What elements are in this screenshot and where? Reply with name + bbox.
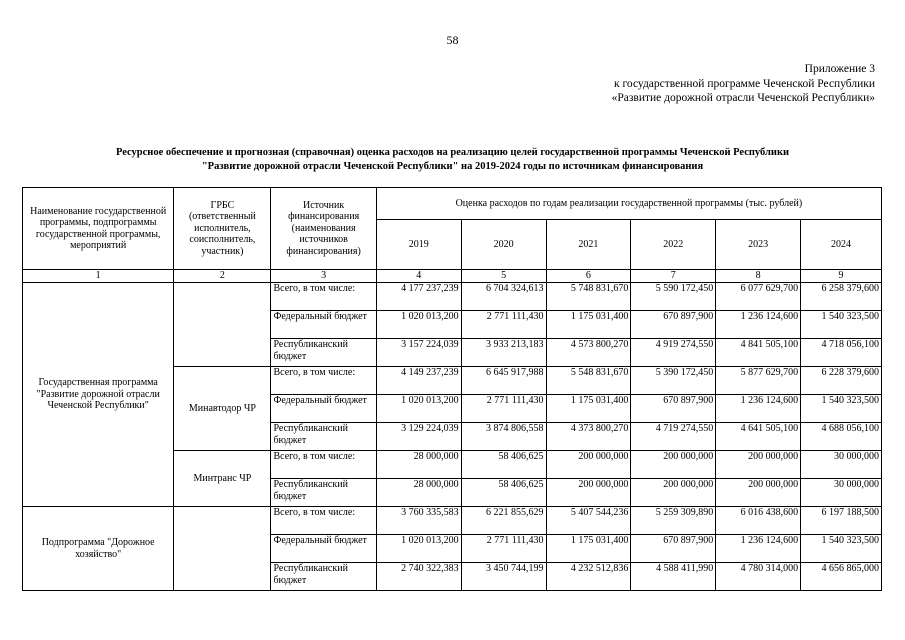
amount-cell: 4 841 505,100 [716, 339, 801, 367]
grbs-cell: Минтранс ЧР [174, 451, 271, 507]
amount-cell: 6 704 324,613 [461, 283, 546, 311]
header-year: 2019 [376, 220, 461, 270]
amount-cell: 2 771 111,430 [461, 535, 546, 563]
amount-cell: 6 221 855,629 [461, 507, 546, 535]
amount-cell: 28 000,000 [376, 451, 461, 479]
header-grbs: ГРБС (ответственный исполнитель, соисполнитель, участник) [174, 188, 271, 270]
source-cell [271, 283, 376, 311]
funding-table [22, 187, 882, 591]
amount-cell: 2 771 111,430 [461, 311, 546, 339]
grbs-cell: Минавтодор ЧР [174, 367, 271, 451]
amount-cell: 6 645 917,988 [461, 367, 546, 395]
amount-cell: 3 450 744,199 [461, 563, 546, 591]
amount-cell: 28 000,000 [376, 479, 461, 507]
title-line-2: "Развитие дорожной отрасли Чеченской Республики" на 2019-2024 годы по источникам финансирования [201, 161, 704, 172]
header-name: Наименование государственной программы, подпрограммы государственной программы, мероприятий [23, 188, 174, 270]
amount-cell: 58 406,625 [461, 451, 546, 479]
source-label: Федеральный бюджет [273, 395, 367, 406]
amount-cell: 200 000,000 [546, 451, 631, 479]
amount-cell: 3 933 213,183 [461, 339, 546, 367]
source-label: Республиканский бюджет [273, 423, 348, 446]
column-number: 3 [271, 270, 376, 283]
program-name-cell: Подпрограмма "Дорожное хозяйство" [23, 507, 174, 591]
amount-cell: 6 197 188,500 [801, 507, 882, 535]
amount-cell: 1 020 013,200 [376, 535, 461, 563]
source-cell [271, 395, 376, 423]
amount-cell: 4 719 274,550 [631, 423, 716, 451]
amount-cell: 5 407 544,236 [546, 507, 631, 535]
source-cell [271, 507, 376, 535]
header-year: 2022 [631, 220, 716, 270]
source-cell [271, 367, 376, 395]
amount-cell: 5 259 309,890 [631, 507, 716, 535]
table-row [23, 283, 882, 311]
source-cell [271, 423, 376, 451]
table-body [23, 283, 882, 591]
amount-cell: 4 588 411,990 [631, 563, 716, 591]
title-line-1: Ресурсное обеспечение и прогнозная (справочная) оценка расходов на реализацию целей государственной программы Чеченской Республики [115, 147, 790, 158]
amount-cell: 4 373 800,270 [546, 423, 631, 451]
header-source: Источник финансирования (наименования источников финансирования) [271, 188, 376, 270]
source-label: Всего, в том числе: [273, 507, 356, 518]
source-cell [271, 451, 376, 479]
appendix-note [612, 62, 875, 106]
appendix-line-3: «Развитие дорожной отрасли Чеченской Республики» [611, 92, 875, 104]
source-label: Всего, в том числе: [273, 367, 356, 378]
amount-cell: 4 177 237,239 [376, 283, 461, 311]
amount-cell: 4 919 274,550 [631, 339, 716, 367]
appendix-line-1: Приложение 3 [804, 63, 875, 75]
column-number: 7 [631, 270, 716, 283]
amount-cell: 1 020 013,200 [376, 311, 461, 339]
source-cell [271, 479, 376, 507]
amount-cell: 4 573 800,270 [546, 339, 631, 367]
source-label: Всего, в том числе: [273, 283, 356, 294]
amount-cell: 200 000,000 [716, 451, 801, 479]
source-cell [271, 339, 376, 367]
amount-cell: 3 760 335,583 [376, 507, 461, 535]
source-label: Федеральный бюджет [273, 311, 367, 322]
amount-cell: 6 258 379,600 [801, 283, 882, 311]
amount-cell: 200 000,000 [631, 479, 716, 507]
amount-cell: 6 228 379,600 [801, 367, 882, 395]
document-title [0, 146, 905, 174]
amount-cell: 4 149 237,239 [376, 367, 461, 395]
amount-cell: 1 175 031,400 [546, 395, 631, 423]
column-number: 4 [376, 270, 461, 283]
amount-cell: 5 390 172,450 [631, 367, 716, 395]
program-name-cell: Государственная программа "Развитие дорожной отрасли Чеченской Республики" [23, 283, 174, 507]
amount-cell: 3 129 224,039 [376, 423, 461, 451]
column-number: 2 [174, 270, 271, 283]
amount-cell: 200 000,000 [546, 479, 631, 507]
amount-cell: 30 000,000 [801, 451, 882, 479]
amount-cell: 200 000,000 [631, 451, 716, 479]
amount-cell: 5 548 831,670 [546, 367, 631, 395]
source-cell [271, 311, 376, 339]
amount-cell: 3 157 224,039 [376, 339, 461, 367]
column-number: 5 [461, 270, 546, 283]
header-estimate: Оценка расходов по годам реализации государственной программы (тыс. рублей) [376, 188, 881, 220]
amount-cell: 5 590 172,450 [631, 283, 716, 311]
amount-cell: 670 897,900 [631, 395, 716, 423]
amount-cell: 1 236 124,600 [716, 535, 801, 563]
amount-cell: 4 718 056,100 [801, 339, 882, 367]
grbs-cell [174, 507, 271, 591]
source-label: Федеральный бюджет [273, 535, 367, 546]
amount-cell: 670 897,900 [631, 535, 716, 563]
header-year: 2021 [546, 220, 631, 270]
source-label: Республиканский бюджет [273, 339, 348, 362]
amount-cell: 670 897,900 [631, 311, 716, 339]
amount-cell: 2 740 322,383 [376, 563, 461, 591]
amount-cell: 6 077 629,700 [716, 283, 801, 311]
column-number: 1 [23, 270, 174, 283]
amount-cell: 200 000,000 [716, 479, 801, 507]
column-number: 6 [546, 270, 631, 283]
source-label: Республиканский бюджет [273, 479, 348, 502]
source-cell [271, 563, 376, 591]
amount-cell: 1 540 323,500 [801, 395, 882, 423]
table-row [23, 507, 882, 535]
amount-cell: 6 016 438,600 [716, 507, 801, 535]
amount-cell: 1 175 031,400 [546, 535, 631, 563]
grbs-cell [174, 283, 271, 367]
amount-cell: 4 232 512,836 [546, 563, 631, 591]
amount-cell: 1 236 124,600 [716, 395, 801, 423]
amount-cell: 1 540 323,500 [801, 311, 882, 339]
amount-cell: 4 641 505,100 [716, 423, 801, 451]
header-year: 2024 [801, 220, 882, 270]
amount-cell: 4 688 056,100 [801, 423, 882, 451]
amount-cell: 1 020 013,200 [376, 395, 461, 423]
source-cell [271, 535, 376, 563]
page-number: 58 [446, 33, 459, 47]
amount-cell: 30 000,000 [801, 479, 882, 507]
amount-cell: 4 656 865,000 [801, 563, 882, 591]
header-year: 2023 [716, 220, 801, 270]
amount-cell: 4 780 314,000 [716, 563, 801, 591]
amount-cell: 58 406,625 [461, 479, 546, 507]
header-year: 2020 [461, 220, 546, 270]
source-label: Республиканский бюджет [273, 563, 348, 586]
appendix-line-2: к государственной программе Чеченской Республики [614, 77, 875, 90]
amount-cell: 1 540 323,500 [801, 535, 882, 563]
amount-cell: 5 877 629,700 [716, 367, 801, 395]
column-number: 8 [716, 270, 801, 283]
amount-cell: 3 874 806,558 [461, 423, 546, 451]
amount-cell: 2 771 111,430 [461, 395, 546, 423]
source-label: Всего, в том числе: [273, 451, 356, 462]
amount-cell: 5 748 831,670 [546, 283, 631, 311]
amount-cell: 1 175 031,400 [546, 311, 631, 339]
amount-cell: 1 236 124,600 [716, 311, 801, 339]
column-number: 9 [801, 270, 882, 283]
